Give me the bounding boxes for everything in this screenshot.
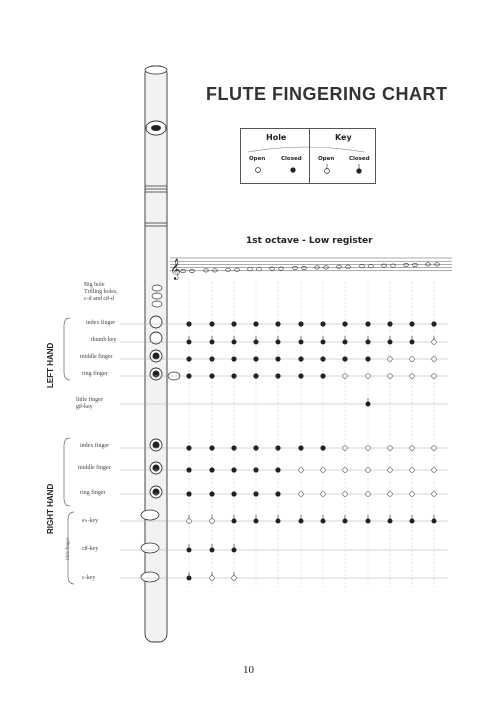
closed-key-mark (343, 340, 348, 345)
rh-middle-label: middle finger (78, 465, 111, 471)
closed-hole-mark (231, 321, 236, 326)
legend-open-hole-icon (256, 168, 261, 173)
left-hand-bracket (64, 318, 70, 380)
embouchure-hole (151, 125, 161, 131)
staff-note (413, 263, 418, 266)
staff-note (213, 269, 218, 272)
closed-key-mark (366, 402, 371, 407)
lh-thumb-label: thumb key (91, 337, 117, 343)
staff-note (346, 265, 351, 268)
staff-note (248, 268, 253, 271)
open-hole-mark (388, 357, 393, 362)
closed-hole-mark (320, 356, 325, 361)
page-number: 10 (243, 664, 254, 676)
trilling-holes-label: Trilling holes, (84, 289, 118, 295)
closed-hole-mark (275, 373, 280, 378)
legend-closed-hole-icon (290, 167, 295, 172)
open-key-mark (210, 519, 215, 524)
open-key-mark (232, 576, 237, 581)
closed-key-mark (187, 576, 192, 581)
treble-clef: 𝄞 (170, 259, 181, 280)
closed-hole-mark (209, 467, 214, 472)
closed-key-mark (276, 340, 281, 345)
flute-key-center (153, 353, 160, 360)
closed-key-mark (254, 519, 259, 524)
closed-key-mark (254, 340, 259, 345)
c-key-label: c-key (82, 575, 96, 581)
closed-key-mark (187, 548, 192, 553)
closed-hole-mark (275, 445, 280, 450)
closed-hole-mark (320, 373, 325, 378)
foot-key (141, 543, 159, 553)
rh-ring-label: ring finger (80, 490, 106, 496)
closed-hole-mark (298, 356, 303, 361)
open-hole-mark (343, 492, 348, 497)
foot-key (141, 572, 159, 582)
closed-hole-mark (431, 321, 436, 326)
open-hole-mark (299, 468, 304, 473)
g-sharp-key-label: g♯-key (76, 404, 93, 410)
left-hand-label: LEFT HAND (46, 342, 55, 388)
closed-key-mark (232, 548, 237, 553)
lh-middle-label: middle finger (80, 354, 113, 360)
closed-hole-mark (209, 373, 214, 378)
flute-key-ring (150, 316, 162, 328)
closed-key-mark (232, 340, 237, 345)
open-hole-mark (432, 446, 437, 451)
staff-note (337, 265, 342, 268)
closed-hole-mark (253, 445, 258, 450)
closed-key-mark (210, 340, 215, 345)
open-hole-mark (366, 468, 371, 473)
closed-hole-mark (186, 491, 191, 496)
c-sharp-key-label: c♯-key (82, 546, 99, 552)
closed-hole-mark (298, 445, 303, 450)
legend-underline-hole (248, 147, 364, 152)
trilling-notes-label: c-d and c♯-d (84, 296, 114, 302)
open-hole-mark (410, 446, 415, 451)
closed-key-mark (366, 519, 371, 524)
lh-little-label: little finger (76, 397, 103, 403)
right-hand-bracket (64, 438, 70, 506)
legend-closed-key-icon (356, 168, 361, 173)
closed-key-mark (343, 519, 348, 524)
staff-note (204, 269, 209, 272)
closed-hole-mark (409, 321, 414, 326)
closed-key-mark (299, 340, 304, 345)
closed-hole-mark (253, 491, 258, 496)
pinky-bracket (68, 512, 74, 584)
open-hole-mark (366, 492, 371, 497)
legend-hole-closed: Closed (281, 156, 302, 162)
flute-key-center (153, 465, 160, 472)
open-hole-mark (388, 468, 393, 473)
closed-key-mark (232, 519, 237, 524)
open-hole-mark (366, 446, 371, 451)
open-hole-mark (321, 492, 326, 497)
legend-hole-header: Hole (266, 133, 287, 142)
closed-hole-mark (253, 373, 258, 378)
rh-index-label: index finger (80, 443, 110, 449)
closed-hole-mark (320, 321, 325, 326)
closed-key-mark (187, 340, 192, 345)
closed-hole-mark (231, 491, 236, 496)
closed-hole-mark (209, 321, 214, 326)
legend-key-closed: Closed (349, 156, 370, 162)
open-hole-mark (432, 357, 437, 362)
closed-hole-mark (275, 356, 280, 361)
closed-hole-mark (186, 373, 191, 378)
right-hand-label: RIGHT HAND (46, 483, 55, 534)
trill-key (152, 285, 162, 291)
open-hole-mark (388, 446, 393, 451)
flute-key-center (153, 371, 160, 378)
open-hole-mark (432, 374, 437, 379)
closed-key-mark (276, 519, 281, 524)
closed-hole-mark (231, 373, 236, 378)
closed-hole-mark (342, 321, 347, 326)
closed-hole-mark (365, 356, 370, 361)
closed-hole-mark (275, 321, 280, 326)
trill-key (152, 293, 162, 299)
open-hole-mark (388, 492, 393, 497)
closed-key-mark (388, 519, 393, 524)
open-hole-mark (366, 374, 371, 379)
open-hole-mark (343, 374, 348, 379)
legend-open-key-icon (325, 169, 330, 174)
lh-ring-label: ring finger (82, 371, 108, 377)
closed-hole-mark (186, 356, 191, 361)
open-hole-mark (410, 492, 415, 497)
big-hole-label: Big hole (84, 282, 105, 288)
legend-key-header: Key (335, 133, 352, 142)
closed-hole-mark (209, 356, 214, 361)
closed-hole-mark (253, 321, 258, 326)
closed-key-mark (299, 519, 304, 524)
open-hole-mark (321, 468, 326, 473)
open-hole-mark (388, 374, 393, 379)
flute-key-center (153, 442, 160, 449)
closed-key-mark (321, 519, 326, 524)
legend-hole-open: Open (249, 156, 266, 162)
closed-hole-mark (253, 356, 258, 361)
closed-hole-mark (253, 467, 258, 472)
closed-key-mark (210, 548, 215, 553)
legend-key-open: Open (318, 156, 335, 162)
closed-hole-mark (231, 356, 236, 361)
closed-hole-mark (298, 321, 303, 326)
little-finger-side-label: little finger (66, 537, 71, 560)
closed-hole-mark (275, 467, 280, 472)
open-key-mark (187, 519, 192, 524)
octave-heading: 1st octave - Low register (246, 236, 373, 246)
open-hole-mark (432, 492, 437, 497)
closed-hole-mark (387, 321, 392, 326)
closed-hole-mark (342, 356, 347, 361)
staff-note (293, 266, 298, 269)
open-hole-mark (299, 492, 304, 497)
open-hole-mark (343, 468, 348, 473)
foot-key (141, 510, 159, 520)
staff-note (302, 266, 307, 269)
closed-key-mark (410, 340, 415, 345)
closed-hole-mark (209, 491, 214, 496)
closed-hole-mark (186, 445, 191, 450)
flute-crown (145, 66, 167, 74)
staff-note (257, 268, 262, 271)
open-hole-mark (432, 468, 437, 473)
closed-hole-mark (320, 445, 325, 450)
open-key-mark (432, 340, 437, 345)
closed-key-mark (410, 519, 415, 524)
closed-hole-mark (209, 445, 214, 450)
open-key-mark (210, 576, 215, 581)
open-hole-mark (410, 357, 415, 362)
open-hole-mark (343, 446, 348, 451)
closed-key-mark (432, 519, 437, 524)
closed-hole-mark (298, 373, 303, 378)
closed-hole-mark (186, 321, 191, 326)
e-flat-key-label: e♭-key (82, 518, 99, 524)
open-hole-mark (410, 468, 415, 473)
closed-key-mark (388, 340, 393, 345)
open-hole-mark (410, 374, 415, 379)
closed-key-mark (366, 340, 371, 345)
chart-title: FLUTE FINGERING CHART (206, 84, 448, 104)
closed-key-mark (321, 340, 326, 345)
staff-note (404, 263, 409, 266)
closed-hole-mark (231, 445, 236, 450)
trill-key (152, 301, 162, 307)
closed-hole-mark (365, 321, 370, 326)
closed-hole-mark (231, 467, 236, 472)
closed-hole-mark (186, 467, 191, 472)
flute-key-center (153, 489, 160, 496)
closed-hole-mark (275, 491, 280, 496)
lh-index-label: index finger (86, 320, 116, 326)
